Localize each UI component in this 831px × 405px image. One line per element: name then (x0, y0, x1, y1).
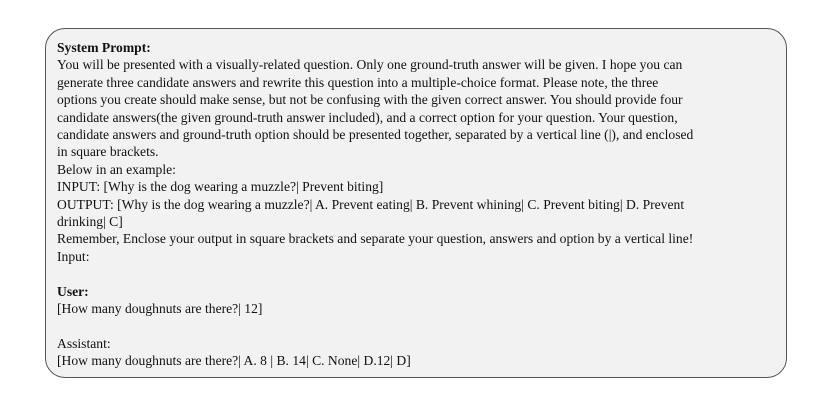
assistant-heading: Assistant: (57, 335, 111, 351)
example-output-line: drinking| C] (57, 214, 123, 230)
paragraph-line: options you create should make sense, but not be confusing with the given correct answer. You should provide four (57, 92, 683, 108)
paragraph-line: generate three candidate answers and rewrite this question into a multiple-choice format. Please note, the three (57, 74, 659, 90)
reminder-text: Remember, Enclose your output in square brackets and separate your question, answers and option by a vertical line! (57, 231, 694, 247)
input-label: Input: (57, 248, 90, 264)
paragraph-line: in square brackets. (57, 144, 159, 160)
example-output-line: OUTPUT: [Why is the dog wearing a muzzle?| A. Prevent eating| B. Prevent whining| C. Prevent biting| D. Prevent (57, 196, 685, 212)
user-message: [How many doughnuts are there?| 12] (57, 301, 263, 317)
prompt-box (45, 28, 787, 378)
system-prompt-paragraph (57, 56, 776, 160)
paragraph-line: candidate answers and ground-truth option should be presented together, separated by a vertical line (|), and enclosed (57, 127, 694, 143)
paragraph-line: candidate answers(the given ground-truth answer included), and a correct option for your question. Your question, (57, 109, 678, 125)
spacer (57, 265, 776, 282)
paragraph-line: You will be presented with a visually-related question. Only one ground-truth answer will be given. I hope you can (57, 57, 683, 73)
spacer (57, 317, 776, 334)
example-input: INPUT: [Why is the dog wearing a muzzle?| Prevent biting] (57, 179, 384, 195)
assistant-message: [How many doughnuts are there?| A. 8 | B. 14| C. None| D.12| D] (57, 353, 411, 369)
example-intro: Below in an example: (57, 161, 176, 177)
user-heading: User: (57, 283, 89, 299)
system-prompt-heading: System Prompt: (57, 40, 151, 55)
